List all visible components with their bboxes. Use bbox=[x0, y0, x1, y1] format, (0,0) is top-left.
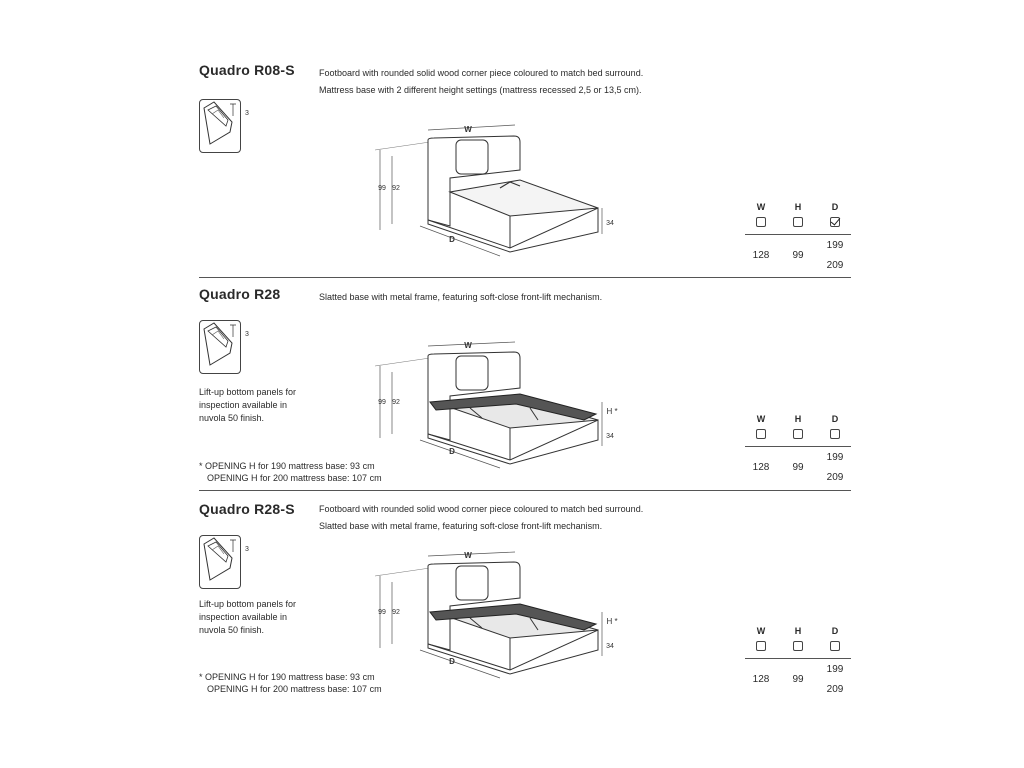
height-outer-label: 99 bbox=[378, 185, 386, 192]
note-line: inspection available in bbox=[199, 612, 288, 622]
section-divider bbox=[199, 490, 851, 491]
base-height-label: 34 bbox=[606, 220, 614, 227]
depth-label: D bbox=[449, 447, 455, 456]
spec-header-w: W bbox=[756, 202, 766, 212]
spec-check-w[interactable] bbox=[756, 429, 766, 439]
bed-technical-drawing bbox=[370, 336, 630, 471]
note-line: nuvola 50 finish. bbox=[199, 413, 265, 423]
opening-note: * OPENING H for 190 mattress base: 93 cm bbox=[199, 672, 375, 682]
spec-header-w: W bbox=[756, 626, 766, 636]
opening-note: OPENING H for 200 mattress base: 107 cm bbox=[207, 473, 382, 483]
spec-header-h: H bbox=[794, 202, 802, 212]
product-description-line: Footboard with rounded solid wood corner piece coloured to match bed surround. bbox=[319, 504, 644, 514]
corner-dimension-label: 3 bbox=[245, 331, 249, 338]
spec-value-h: 99 bbox=[792, 250, 804, 261]
opening-height-label: H * bbox=[606, 407, 618, 416]
product-description-line: Footboard with rounded solid wood corner piece coloured to match bed surround. bbox=[319, 68, 644, 78]
spec-value-d2: 209 bbox=[826, 260, 844, 271]
spec-header-w: W bbox=[756, 414, 766, 424]
spec-value-d2: 209 bbox=[826, 472, 844, 483]
spec-value-h: 99 bbox=[792, 674, 804, 685]
spec-check-w[interactable] bbox=[756, 217, 766, 227]
height-outer-label: 99 bbox=[378, 609, 386, 616]
opening-note: * OPENING H for 190 mattress base: 93 cm bbox=[199, 461, 375, 471]
product-description-line: Mattress base with 2 different height settings (mattress recessed 2,5 or 13,5 cm). bbox=[319, 85, 642, 95]
spec-divider bbox=[745, 234, 851, 235]
height-inner-label: 92 bbox=[392, 185, 400, 192]
spec-divider bbox=[745, 658, 851, 659]
depth-label: D bbox=[449, 235, 455, 244]
spec-value-h: 99 bbox=[792, 462, 804, 473]
width-label: W bbox=[464, 125, 472, 134]
corner-dimension-label: 3 bbox=[245, 546, 249, 553]
spec-check-w[interactable] bbox=[756, 641, 766, 651]
product-title: Quadro R08-S bbox=[199, 62, 295, 78]
product-description-line: Slatted base with metal frame, featuring soft-close front-lift mechanism. bbox=[319, 521, 603, 531]
corner-detail-icon bbox=[199, 99, 241, 153]
spec-value-w: 128 bbox=[752, 462, 770, 473]
opening-height-label: H * bbox=[606, 617, 618, 626]
depth-label: D bbox=[449, 657, 455, 666]
spec-check-h[interactable] bbox=[793, 217, 803, 227]
height-inner-label: 92 bbox=[392, 609, 400, 616]
spec-value-d1: 199 bbox=[826, 664, 844, 675]
spec-check-d[interactable] bbox=[830, 217, 840, 227]
spec-value-d2: 209 bbox=[826, 684, 844, 695]
spec-header-d: D bbox=[831, 414, 839, 424]
spec-value-w: 128 bbox=[752, 250, 770, 261]
spec-header-h: H bbox=[794, 626, 802, 636]
height-inner-label: 92 bbox=[392, 399, 400, 406]
bed-technical-drawing bbox=[370, 120, 620, 260]
note-line: inspection available in bbox=[199, 400, 288, 410]
corner-detail-icon bbox=[199, 320, 241, 374]
corner-detail-icon bbox=[199, 535, 241, 589]
bed-technical-drawing bbox=[370, 548, 630, 680]
corner-dimension-label: 3 bbox=[245, 110, 249, 117]
spec-divider bbox=[745, 446, 851, 447]
spec-header-d: D bbox=[831, 626, 839, 636]
product-description-line: Slatted base with metal frame, featuring soft-close front-lift mechanism. bbox=[319, 292, 603, 302]
base-height-label: 34 bbox=[606, 433, 614, 440]
note-line: nuvola 50 finish. bbox=[199, 625, 265, 635]
spec-check-d[interactable] bbox=[830, 641, 840, 651]
spec-value-w: 128 bbox=[752, 674, 770, 685]
section-divider bbox=[199, 277, 851, 278]
product-title: Quadro R28 bbox=[199, 286, 281, 302]
spec-value-d1: 199 bbox=[826, 452, 844, 463]
spec-header-d: D bbox=[831, 202, 839, 212]
spec-check-h[interactable] bbox=[793, 641, 803, 651]
opening-note: OPENING H for 200 mattress base: 107 cm bbox=[207, 684, 382, 694]
width-label: W bbox=[464, 341, 472, 350]
spec-check-h[interactable] bbox=[793, 429, 803, 439]
spec-value-d1: 199 bbox=[826, 240, 844, 251]
product-title: Quadro R28-S bbox=[199, 501, 295, 517]
note-line: Lift-up bottom panels for bbox=[199, 599, 297, 609]
base-height-label: 34 bbox=[606, 643, 614, 650]
width-label: W bbox=[464, 551, 472, 560]
spec-check-d[interactable] bbox=[830, 429, 840, 439]
height-outer-label: 99 bbox=[378, 399, 386, 406]
note-line: Lift-up bottom panels for bbox=[199, 387, 297, 397]
spec-header-h: H bbox=[794, 414, 802, 424]
